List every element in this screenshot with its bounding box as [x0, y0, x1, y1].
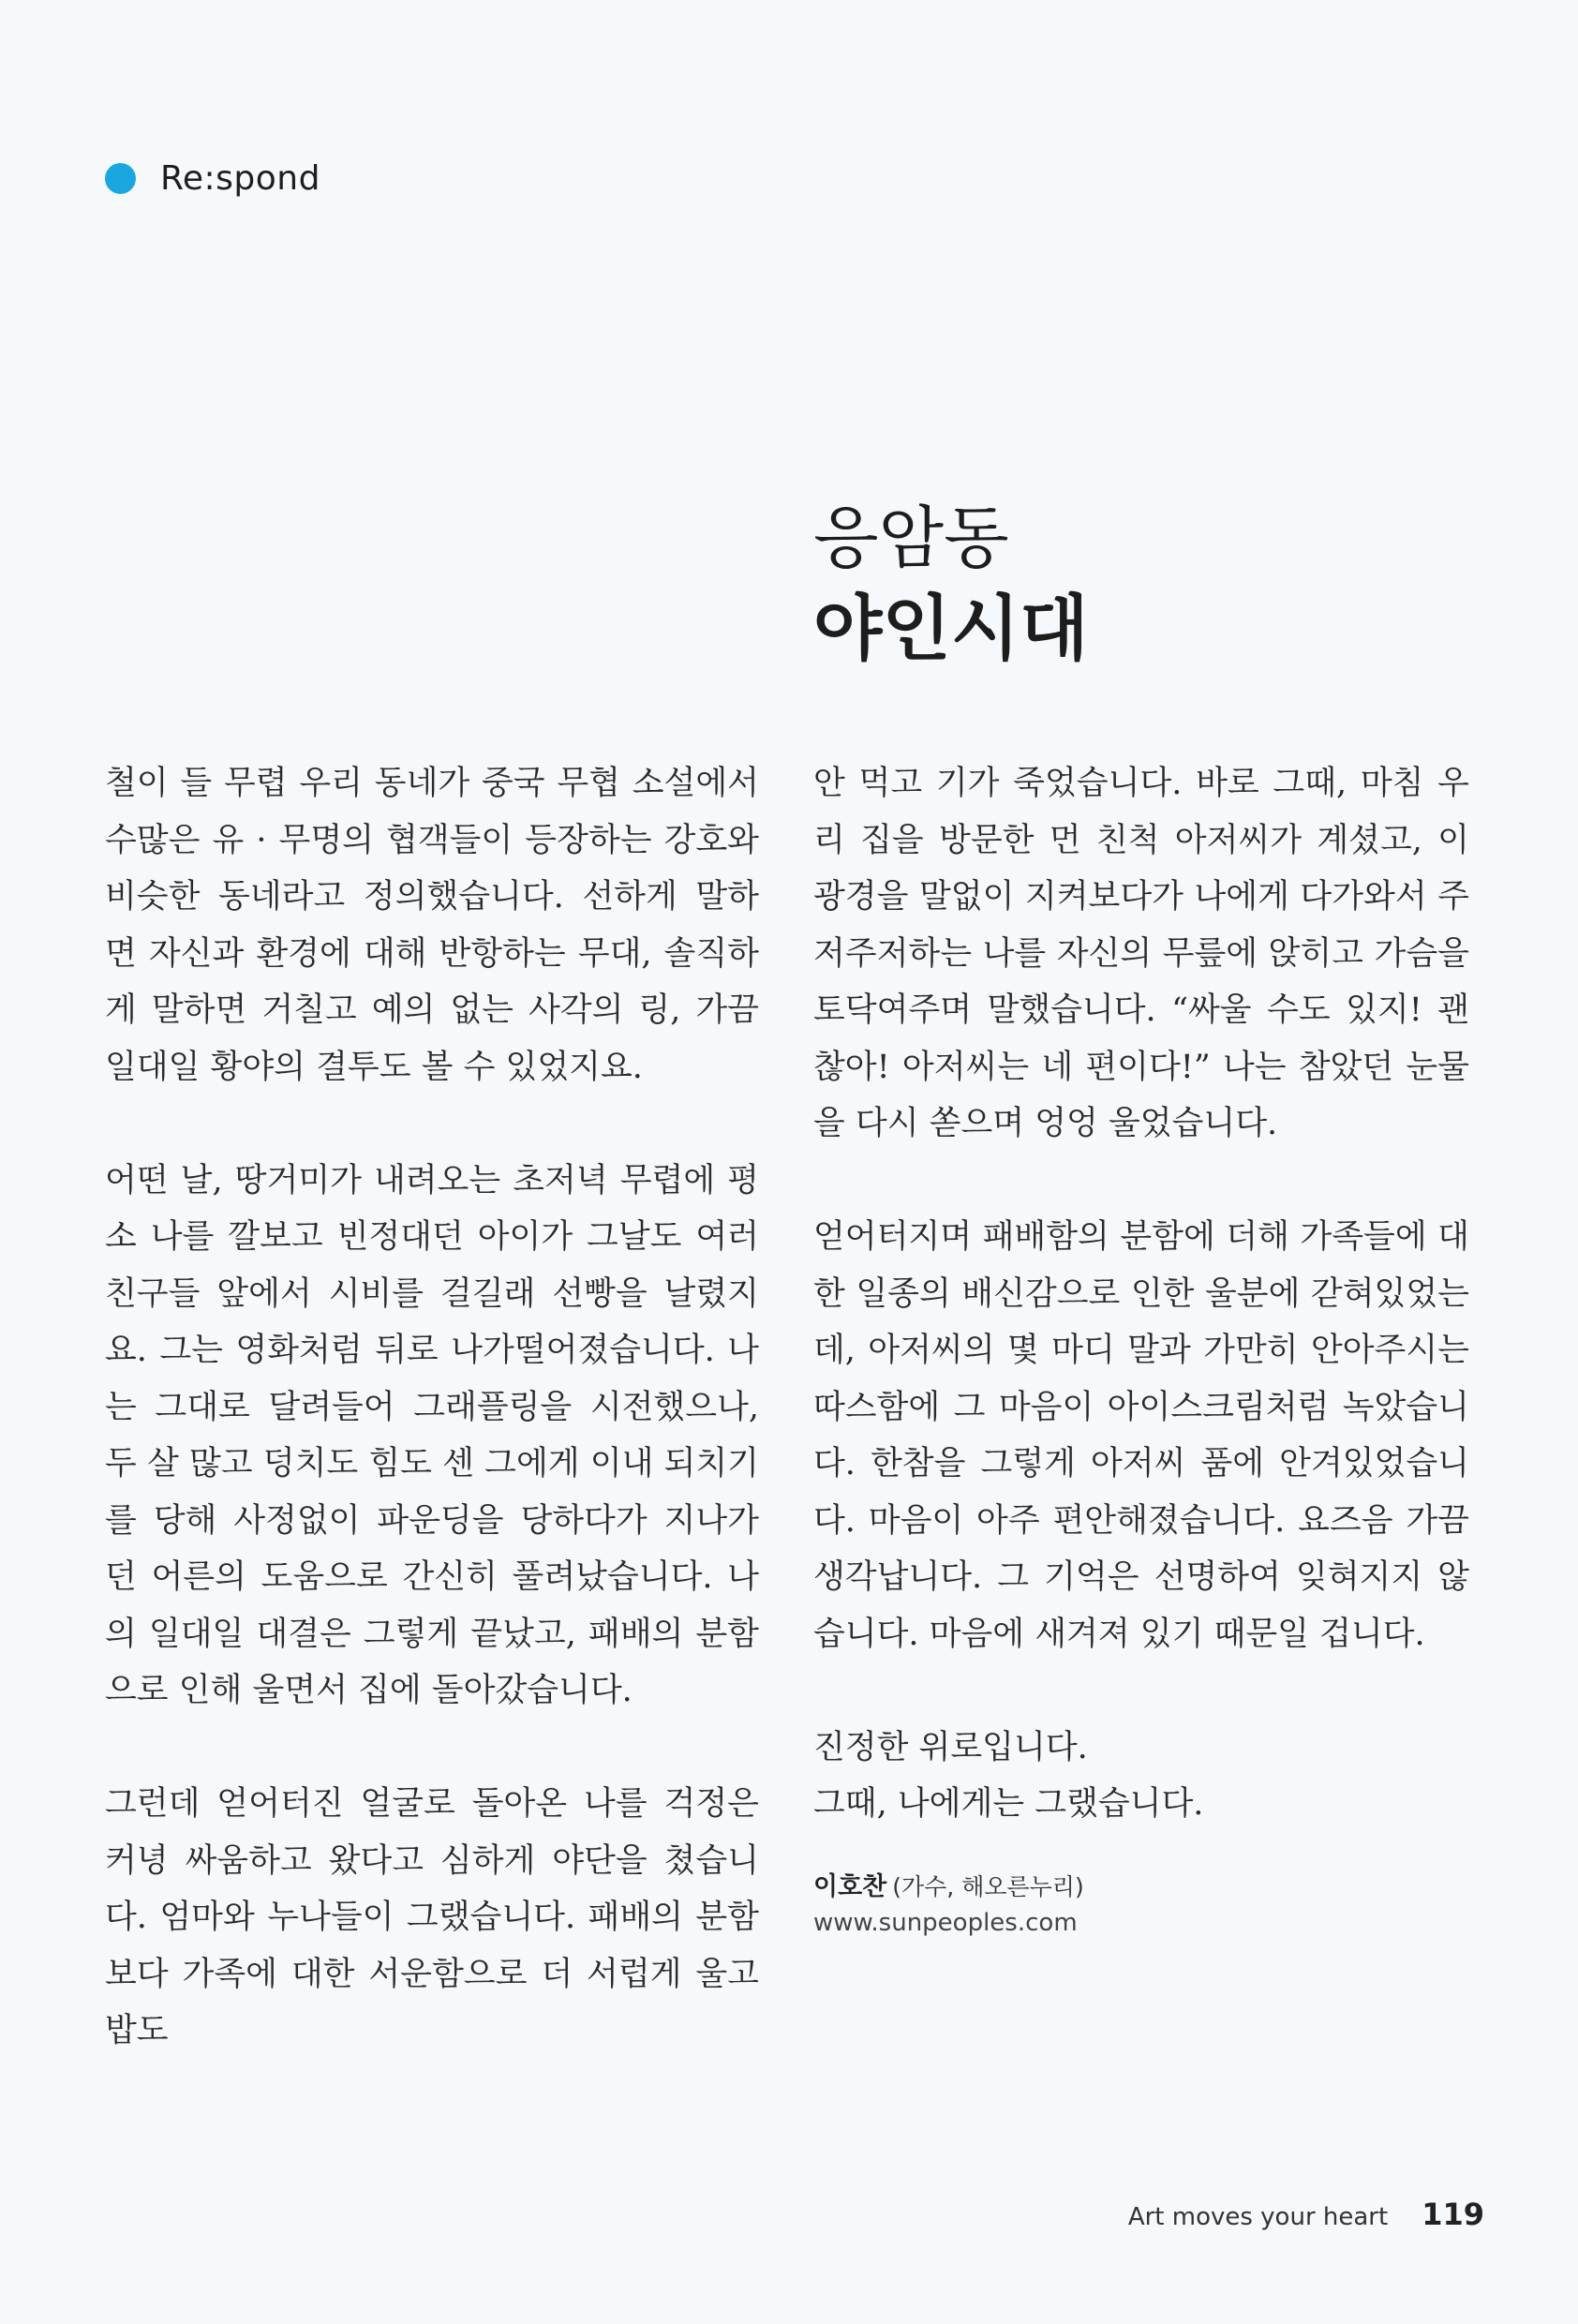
- section-bullet-icon: [105, 163, 136, 194]
- footer-tagline: Art moves your heart: [1127, 2203, 1389, 2231]
- author-name: 이호찬: [813, 1871, 887, 1901]
- page-number: 119: [1422, 2197, 1484, 2232]
- section-label: Re:spond: [160, 159, 320, 198]
- title-line-2: 야인시대: [813, 586, 1089, 670]
- article-title: [813, 495, 1089, 675]
- left-column: [105, 755, 759, 2060]
- paragraph: 어떤 날, 땅거미가 내려오는 초저녁 무렵에 평소 나를 깔보고 빈정대던 아이가 그날도 여러친구들 앞에서 시비를 걸길래 선빵을 날렸지요. 그는 영화처럼 뒤로 나가떨어졌습니다. 나는 그대로 달려들어 그래플링을 시전했으나, 두 살 많고 덩치도 힘도 센 그에게 이내 되치기를 당해 사정없이 파운딩을 당하다가 지나가던 어른의 도움으로 간신히 풀려났습니다. 나의 일대일 대결은 그렇게 끝났고, 패배의 분함으로 인해 울면서 집에 돌아갔습니다.: [105, 1161, 759, 1709]
- author-credit: [813, 1867, 1469, 1941]
- page-footer: [1128, 2197, 1484, 2232]
- paragraph: 얻어터지며 패배함의 분함에 더해 가족들에 대한 일종의 배신감으로 인한 울분에 갇혀있었는데, 아저씨의 몇 마디 말과 가만히 안아주시는 따스함에 그 마음이 아이스크림처럼 녹았습니다. 한참을 그렇게 아저씨 품에 안겨있었습니다. 마음이 아주 편안해졌습니다. 요즈음 가끔 생각납니다. 그 기억은 선명하여 잊혀지지 않습니다. 마음에 새겨져 있기 때문일 겁니다.: [813, 1218, 1469, 1653]
- author-role: (가수, 해오른누리): [892, 1872, 1084, 1900]
- author-url: www.sunpeoples.com: [813, 1908, 1078, 1937]
- right-column: [813, 755, 1469, 1941]
- paragraph: 안 먹고 기가 죽었습니다. 바로 그때, 마침 우리 집을 방문한 먼 친척 아저씨가 계셨고, 이 광경을 말없이 지켜보다가 나에게 다가와서 주저주저하는 나를 자신의 무릎에 앉히고 가슴을 토닥여주며 말했습니다. “싸울 수도 있지! 괜찮아! 아저씨는 네 편이다!” 나는 참았던 눈물을 다시 쏟으며 엉엉 울었습니다.: [813, 765, 1469, 1142]
- closing-line: 그때, 나에게는 그랬습니다.: [813, 1785, 1204, 1823]
- title-line-1: 응암동: [813, 499, 1009, 577]
- paragraph: 철이 들 무렵 우리 동네가 중국 무협 소설에서 수많은 유 · 무명의 협객들이 등장하는 강호와 비슷한 동네라고 정의했습니다. 선하게 말하면 자신과 환경에 대해 반항하는 무대, 솔직하게 말하면 거칠고 예의 없는 사각의 링, 가끔 일대일 황야의 결투도 볼 수 있었지요.: [105, 765, 759, 1086]
- section-header: [105, 159, 320, 198]
- paragraph: 그런데 얻어터진 얼굴로 돌아온 나를 걱정은 커녕 싸움하고 왔다고 심하게 야단을 쳤습니다. 엄마와 누나들이 그랬습니다. 패배의 분함보다 가족에 대한 서운함으로 더 서럽게 울고 밥도: [105, 1785, 759, 2049]
- closing-line: 진정한 위로입니다.: [813, 1728, 1088, 1766]
